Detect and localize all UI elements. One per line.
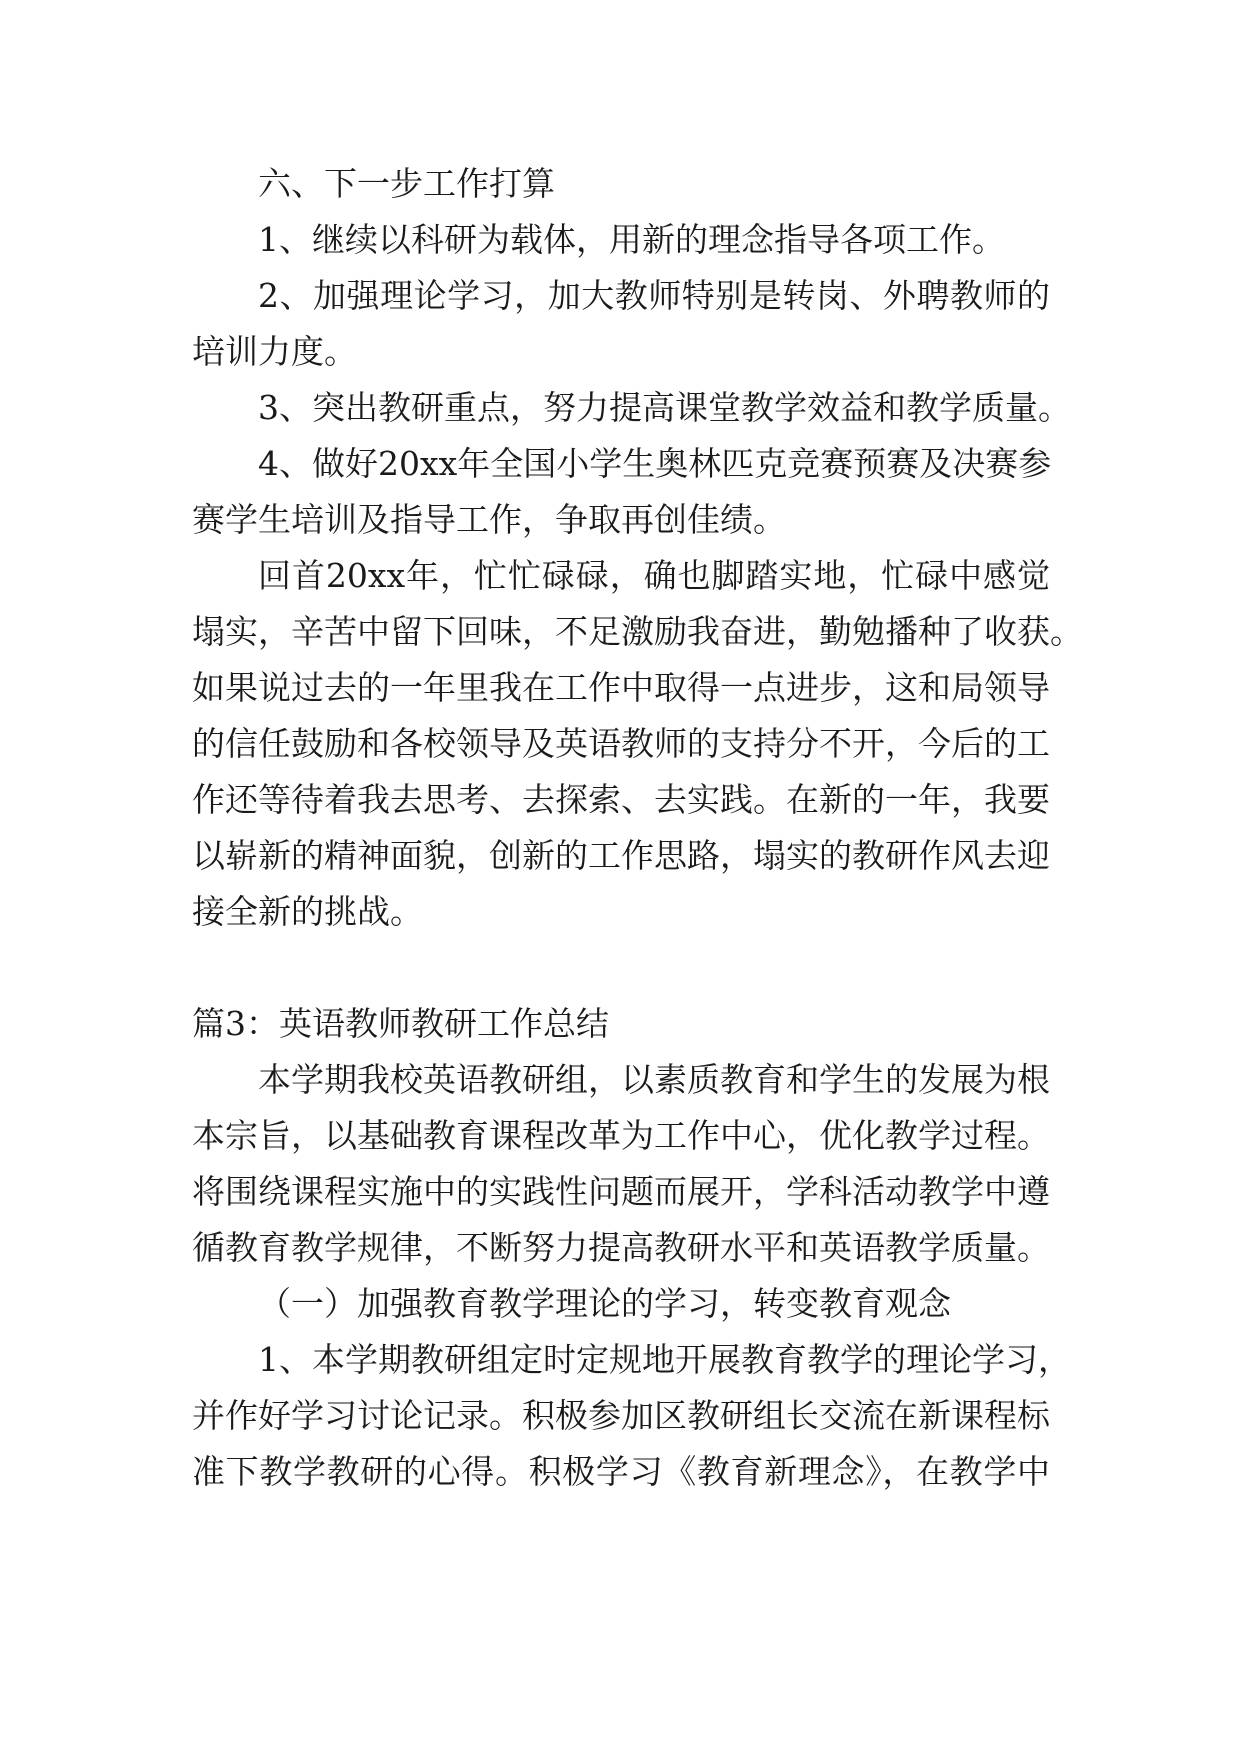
subsection-heading: （一）加强教育教学理论的学习，转变教育观念 bbox=[258, 1284, 951, 1323]
plan-item-2-line-2: 培训力度。 bbox=[192, 332, 357, 371]
intro-line: 本学期我校英语教研组，以素质教育和学生的发展为根 bbox=[258, 1060, 1050, 1099]
intro-line: 本宗旨，以基础教育课程改革为工作中心，优化教学过程。 bbox=[192, 1116, 1050, 1155]
point-line: 并作好学习讨论记录。积极参加区教研组长交流在新课程标 bbox=[192, 1396, 1050, 1435]
summary-line: 接全新的挑战。 bbox=[192, 892, 423, 931]
intro-line: 将围绕课程实施中的实践性问题而展开，学科活动教学中遵 bbox=[192, 1172, 1050, 1211]
summary-line: 回首20xx年，忙忙碌碌，确也脚踏实地，忙碌中感觉 bbox=[258, 556, 1050, 595]
summary-line: 如果说过去的一年里我在工作中取得一点进步，这和局领导 bbox=[192, 668, 1050, 707]
summary-line: 以崭新的精神面貌，创新的工作思路，塌实的教研作风去迎 bbox=[192, 836, 1050, 875]
point-line: 1、本学期教研组定时定规地开展教育教学的理论学习， bbox=[258, 1340, 1071, 1379]
summary-line: 作还等待着我去思考、去探索、去实践。在新的一年，我要 bbox=[192, 780, 1050, 819]
point-line: 准下教学教研的心得。积极学习《教育新理念》，在教学中 bbox=[192, 1452, 1050, 1491]
plan-item-1: 1、继续以科研为载体，用新的理念指导各项工作。 bbox=[258, 220, 1005, 259]
plan-item-2-line-1: 2、加强理论学习，加大教师特别是转岗、外聘教师的 bbox=[258, 276, 1050, 315]
plan-item-4-line-2: 赛学生培训及指导工作，争取再创佳绩。 bbox=[192, 500, 786, 539]
intro-line: 循教育教学规律，不断努力提高教研水平和英语教学质量。 bbox=[192, 1228, 1050, 1267]
chapter-title: 篇3：英语教师教研工作总结 bbox=[192, 1004, 609, 1043]
plan-item-4-line-1: 4、做好20xx年全国小学生奥林匹克竞赛预赛及决赛参 bbox=[258, 444, 1052, 483]
summary-line: 的信任鼓励和各校领导及英语教师的支持分不开，今后的工 bbox=[192, 724, 1050, 763]
summary-line: 塌实，辛苦中留下回味，不足激励我奋进，勤勉播种了收获。 bbox=[192, 612, 1083, 651]
plan-item-3: 3、突出教研重点，努力提高课堂教学效益和教学质量。 bbox=[258, 388, 1071, 427]
section-heading: 六、下一步工作打算 bbox=[258, 164, 555, 203]
